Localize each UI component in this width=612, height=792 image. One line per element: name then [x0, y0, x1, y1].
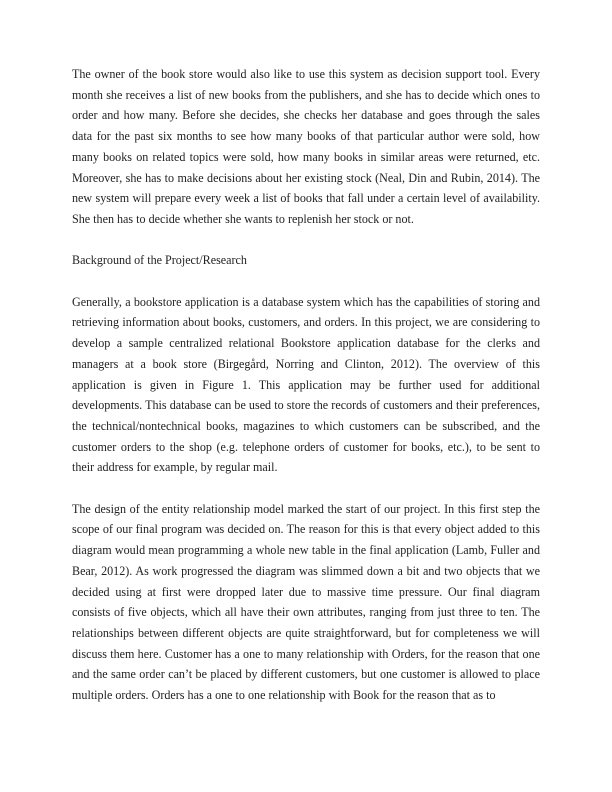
document-page	[72, 64, 540, 726]
paragraph-bookstore-overview: Generally, a bookstore application is a database system which has the capabilities of storing and retrieving information about books, customers, and orders. In this project, we are considering to develop a sample centralized relational Bookstore application database for the clerks and managers at a book store (Birgegård, Norring and Clinton, 2012). The overview of this application is given in Figure 1. This application may be further used for additional developments. This database can be used to store the records of customers and their preferences, the technical/nontechnical books, magazines to which customers can be subscribed, and the customer orders to the shop (e.g. telephone orders of customer for books, etc.), to be sent to their address for example, by regular mail.	[72, 294, 540, 475]
section-heading-background: Background of the Project/Research	[72, 253, 247, 268]
paragraph-er-model-design: The design of the entity relationship model marked the start of our project. In this first step the scope of our final program was decided on. The reason for this is that every object added to this diagram would mean programming a whole new table in the final application (Lamb, Fuller and Bear, 2012). As work progressed the diagram was slimmed down a bit and two objects that we decided using at first were dropped later due to massive time pressure. Our final diagram consists of five objects, which all have their own attributes, ranging from just three to ten. The relationships between different objects are quite straightforward, but for completeness we will discuss them here. Customer has a one to many relationship with Orders, for the reason that one and the same order can’t be placed by different customers, but one customer is allowed to place multiple orders. Orders has a one to one relationship with Book for the reason that as to	[72, 501, 540, 703]
paragraph-decision-support: The owner of the book store would also like to use this system as decision support tool. Every month she receives a list of new books from the publishers, and she has to decide which ones to order and how many. Before she decides, she checks her database and goes through the sales data for the past six months to see how many books of that particular author were sold, how many books on related topics were sold, how many books in similar areas were returned, etc. Moreover, she has to make decisions about her existing stock (Neal, Din and Rubin, 2014). The new system will prepare every week a list of books that fall under a certain level of availability. She then has to decide whether she wants to replenish her stock or not.	[72, 67, 540, 226]
